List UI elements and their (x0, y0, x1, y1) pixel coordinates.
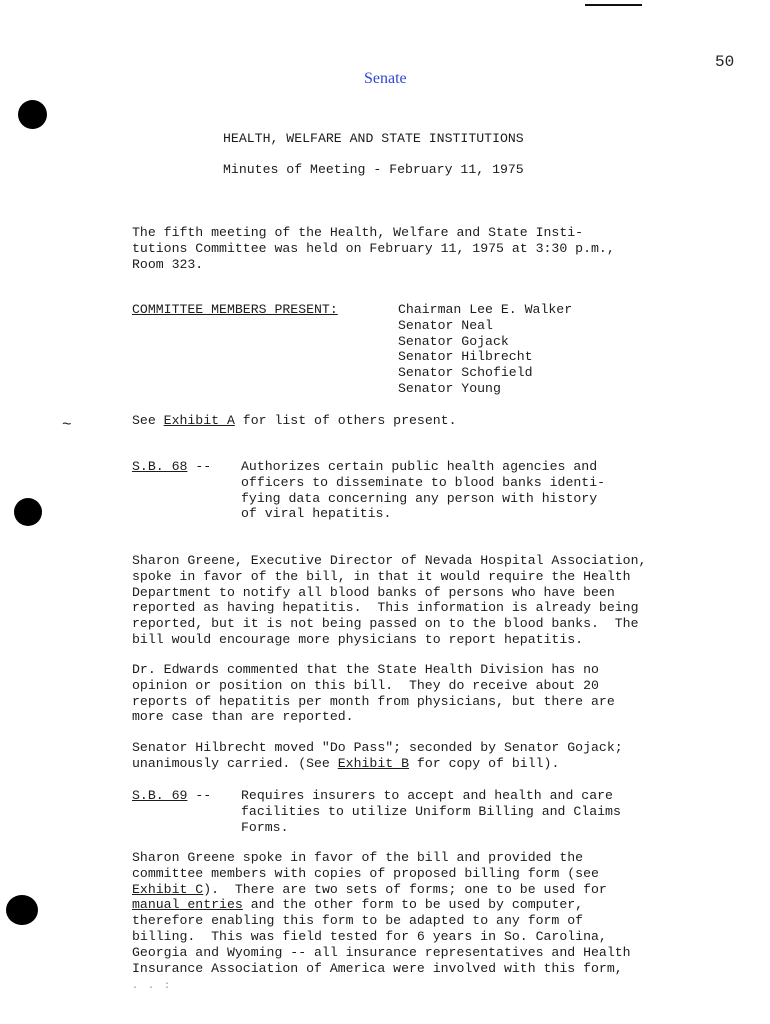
sb68-desc-line: of viral hepatitis. (241, 506, 392, 522)
exhibit-c-ref: Exhibit C (132, 881, 204, 897)
member-item: Senator Gojack (398, 333, 509, 349)
sb69-dash: -- (187, 788, 212, 803)
exhibit-a-post: for list of others present. (234, 413, 457, 428)
paragraph-line: opinion or position on this bill. They do receive about 20 (132, 677, 599, 693)
paragraph-line: Dr. Edwards commented that the State Health Division has no (132, 662, 599, 677)
committee-title: HEALTH, WELFARE AND STATE INSTITUTIONS (223, 131, 524, 146)
paragraph-line: Insurance Association of America were involved with this form, (132, 960, 623, 976)
paragraph-line: Senator Hilbrecht moved "Do Pass"; seconded by Senator Gojack; (132, 740, 623, 755)
sb69-desc-line: Forms. (241, 819, 289, 835)
paragraph-line: more case than are reported. (132, 709, 354, 725)
greene-testimony-sb69 (132, 850, 742, 976)
paragraph-line: therefore enabling this form to be adapted to any form of (132, 913, 584, 929)
intro-line: Room 323. (132, 256, 204, 272)
page-number: 50 (715, 53, 735, 71)
paragraph-line: Georgia and Wyoming -- all insurance representatives and Health (132, 944, 631, 960)
greene-testimony-sb68 (132, 553, 742, 648)
motion-post: for copy of bill). (409, 755, 560, 771)
exhibit-b-ref: Exhibit B (337, 755, 409, 771)
edwards-comment (132, 662, 742, 725)
member-item: Chairman Lee E. Walker (398, 302, 573, 317)
sb68-dash: -- (187, 459, 212, 474)
paragraph-line: reported as having hepatitis. This information is already being (132, 600, 639, 616)
sb69-heading (132, 788, 211, 804)
member-item: Senator Neal (398, 317, 493, 333)
exhibit-a-pre: See (132, 413, 164, 428)
intro-line: tutions Committee was held on February 11, 1975 at 3:30 p.m., (132, 240, 615, 256)
margin-mark: ~ (62, 416, 72, 434)
sb69-description (241, 788, 621, 835)
intro-line: The fifth meeting of the Health, Welfare and State Insti- (132, 225, 584, 240)
scan-speckle: . . : (132, 981, 173, 992)
sb68-desc-line: fying data concerning any person with history (241, 490, 598, 506)
sb68-heading (132, 459, 211, 475)
sb69-number: S.B. 69 (132, 788, 188, 803)
paragraph-fragment: ). There are two sets of forms; one to be used for (203, 881, 607, 897)
motion-pre: unanimously carried. (See (132, 755, 338, 771)
paragraph-line: Sharon Greene spoke in favor of the bill and provided the (132, 850, 584, 865)
binder-hole-top (18, 100, 47, 129)
paragraph-line: reported, but it is not being passed on to the blood banks. The (132, 616, 639, 632)
exhibit-a-ref: Exhibit A (163, 413, 235, 428)
manual-entries-text: manual entries (132, 897, 243, 913)
minutes-date-line: Minutes of Meeting - February 11, 1975 (223, 162, 524, 177)
sb68-description (241, 459, 605, 522)
paragraph-fragment: and the other form to be used by computer, (242, 897, 584, 913)
exhibit-a-line (132, 413, 742, 429)
sb69-desc-line: Requires insurers to accept and health and care (241, 788, 613, 803)
sb68-number: S.B. 68 (132, 459, 188, 474)
sb68-desc-line: Authorizes certain public health agencies and (241, 459, 598, 474)
paragraph-line: reports of hepatitis per month from physicians, but there are (132, 693, 615, 709)
senate-stamp: Senate (364, 70, 407, 87)
paragraph-line: billing. This was field tested for 6 years in So. Carolina, (132, 928, 607, 944)
paragraph-line: bill would encourage more physicians to report hepatitis. (132, 631, 584, 647)
scan-artifact-line (585, 4, 642, 6)
paragraph-line: spoke in favor of the bill, in that it would require the Health (132, 568, 631, 584)
member-item: Senator Schofield (398, 365, 533, 381)
member-item: Senator Hilbrecht (398, 349, 533, 365)
binder-hole-bottom (6, 895, 38, 925)
paragraph-line: Sharon Greene, Executive Director of Nevada Hospital Association, (132, 553, 647, 568)
member-item: Senator Young (398, 380, 501, 396)
intro-paragraph (132, 225, 742, 272)
paragraph-line: Department to notify all blood banks of persons who have been (132, 584, 615, 600)
members-list (398, 302, 572, 397)
binder-hole-middle (14, 498, 42, 526)
sb69-desc-line: facilities to utilize Uniform Billing and Claims (241, 803, 621, 819)
paragraph-line: committee members with copies of proposed billing form (see (132, 865, 599, 881)
members-present-label: COMMITTEE MEMBERS PRESENT: (132, 302, 338, 317)
motion-paragraph (132, 740, 742, 772)
sb68-desc-line: officers to disseminate to blood banks identi- (241, 474, 606, 490)
